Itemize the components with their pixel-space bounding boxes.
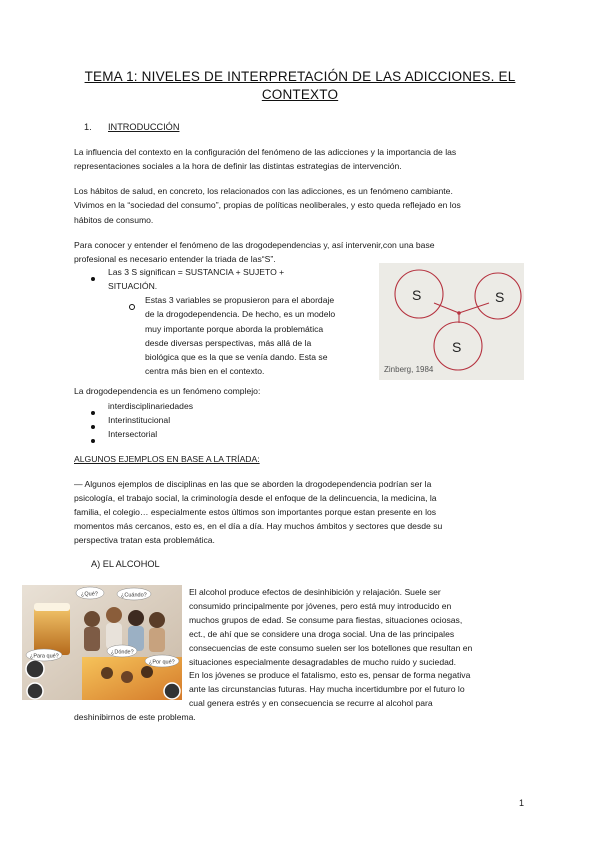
alcohol-line-9: cual genera estrés y en consecuencia se recurre al alcohol para	[189, 698, 433, 708]
diagram-caption: Zinberg, 1984	[384, 365, 434, 374]
bubble-text-1: ¿Qué?	[81, 591, 98, 598]
triad-diagram	[379, 263, 524, 380]
complex-item-1: interdisciplinariedades	[108, 401, 194, 411]
alcohol-line-3: muchos grupos de edad. Se consume para fiestas, situaciones ociosas,	[189, 615, 463, 625]
complex-item-2: Interinstitucional	[108, 415, 171, 425]
sub-bullet-line-2: de la drogodependencia. De hecho, es un modelo	[145, 309, 336, 319]
examples-line-4: momentos más cercanos, esto es, en el día a día. Hay muchos ámbitos y sectores que desde su	[74, 521, 443, 531]
badge-icon-1	[26, 660, 44, 678]
alcohol-line-2: consumido principalmente por jóvenes, pero está muy introducido en	[189, 601, 452, 611]
bullet-1-line-2: SITUACIÓN.	[108, 281, 158, 291]
alcohol-line-8: ante las circunstancias futuras. Hay mucha incertidumbre por el futuro lo	[189, 684, 465, 694]
examples-line-2: psicología, el trabajo social, la criminología desde el enfoque de la delincuencia, la medicina, la	[74, 493, 437, 503]
alcohol-line-5: consecuencias de este consumo suelen ser los botellones que resultan en	[189, 643, 473, 653]
examples-line-1: — Algunos ejemplos de disciplinas en las que se aborden la drogodependencia podrían ser la	[74, 479, 432, 489]
examples-line-3: familia, el colegio… especialmente estos últimos son importantes porque estan presente en los	[74, 507, 437, 517]
title-line-2: CONTEXTO	[261, 87, 339, 102]
examples-heading: ALGUNOS EJEMPLOS EN BASE A LA TRÍADA:	[74, 454, 260, 464]
paragraph-2-line-2: Vivimos en la “sociedad del consumo”, propias de políticas neoliberales, y esto queda reflejado en los	[74, 200, 461, 210]
circle-label-2: S	[495, 289, 505, 305]
bubble-text-2: ¿Cuándo?	[121, 592, 147, 599]
bullet-1-marker	[91, 270, 95, 288]
sub-bullet-line-1: Estas 3 variables se propusieron para el abordaje	[145, 295, 335, 305]
connector-line-1	[434, 303, 459, 313]
bubble-text-5: ¿Por qué?	[149, 659, 175, 666]
complex-item-3: Intersectorial	[108, 429, 158, 439]
intro-heading: INTRODUCCIÓN	[108, 122, 180, 132]
alcohol-heading: A) EL ALCOHOL	[91, 559, 160, 569]
sub-bullet-line-3: muy importante porque aborda la problemática	[145, 324, 324, 334]
sub-bullet-marker	[129, 298, 135, 316]
sub-bullet-line-4: desde diversas perspectivas, más allá de la	[145, 338, 312, 348]
alcohol-photo	[22, 585, 182, 700]
alcohol-line-4: ect., de ahí que se considere una droga social. Una de las principales	[189, 629, 455, 639]
intro-number: 1.	[84, 122, 92, 132]
badge-icon-2	[27, 683, 43, 699]
complex-bullet-3-marker	[91, 432, 95, 450]
examples-line-5: perspectiva tratan esta problemática.	[74, 535, 215, 545]
page-number: 1	[518, 798, 524, 808]
complex-intro: La drogodependencia es un fenómeno complejo:	[74, 386, 261, 396]
paragraph-1-line-1: La influencia del contexto en la configuración del fenómeno de las adicciones y la importancia de las	[74, 147, 457, 157]
bullet-1-line-1: Las 3 S significan = SUSTANCIA + SUJETO +	[108, 267, 285, 277]
paragraph-2-line-3: hábitos de consumo.	[74, 215, 154, 225]
page-title	[60, 68, 540, 104]
alcohol-line-1: El alcohol produce efectos de desinhibición y relajación. Suele ser	[189, 587, 441, 597]
alcohol-line-10: deshinibirnos de este problema.	[74, 712, 196, 722]
sub-bullet-line-6: centra más bien en el contexto.	[145, 366, 265, 376]
connector-dot	[457, 311, 461, 315]
title-line-1: TEMA 1: NIVELES DE INTERPRETACIÓN DE LAS ADICCIONES. EL	[84, 69, 516, 84]
sub-bullet-line-5: biológica que es la que se venía dando. Esta se	[145, 352, 328, 362]
paragraph-3-line-2: profesional es necesario entender la triada de las“S”.	[74, 254, 276, 264]
beer-glass	[34, 607, 70, 655]
circle-label-3: S	[452, 339, 462, 355]
paragraph-1-line-2: representaciones sociales a la hora de definir las distintas estrategias de intervención.	[74, 161, 402, 171]
badge-icon-3	[164, 683, 180, 699]
paragraph-2-line-1: Los hábitos de salud, en concreto, los relacionados con las adicciones, es un fenómeno cambiante.	[74, 186, 453, 196]
paragraph-3-line-1: Para conocer y entender el fenómeno de las drogodependencias y, así intervenir,con una base	[74, 240, 435, 250]
alcohol-line-6: situaciones especialmente desagradables de mucho ruido y suciedad.	[189, 657, 457, 667]
alcohol-line-7: En los jóvenes se produce el fatalismo, esto es, pensar de forma negativa	[189, 670, 471, 680]
bubble-text-3: ¿Para qué?	[30, 653, 59, 660]
triad-diagram-svg	[379, 263, 524, 380]
circle-label-1: S	[412, 287, 422, 303]
bubble-text-4: ¿Dónde?	[111, 649, 134, 656]
alcohol-photo-svg	[22, 585, 182, 700]
connector-line-2	[459, 303, 489, 313]
